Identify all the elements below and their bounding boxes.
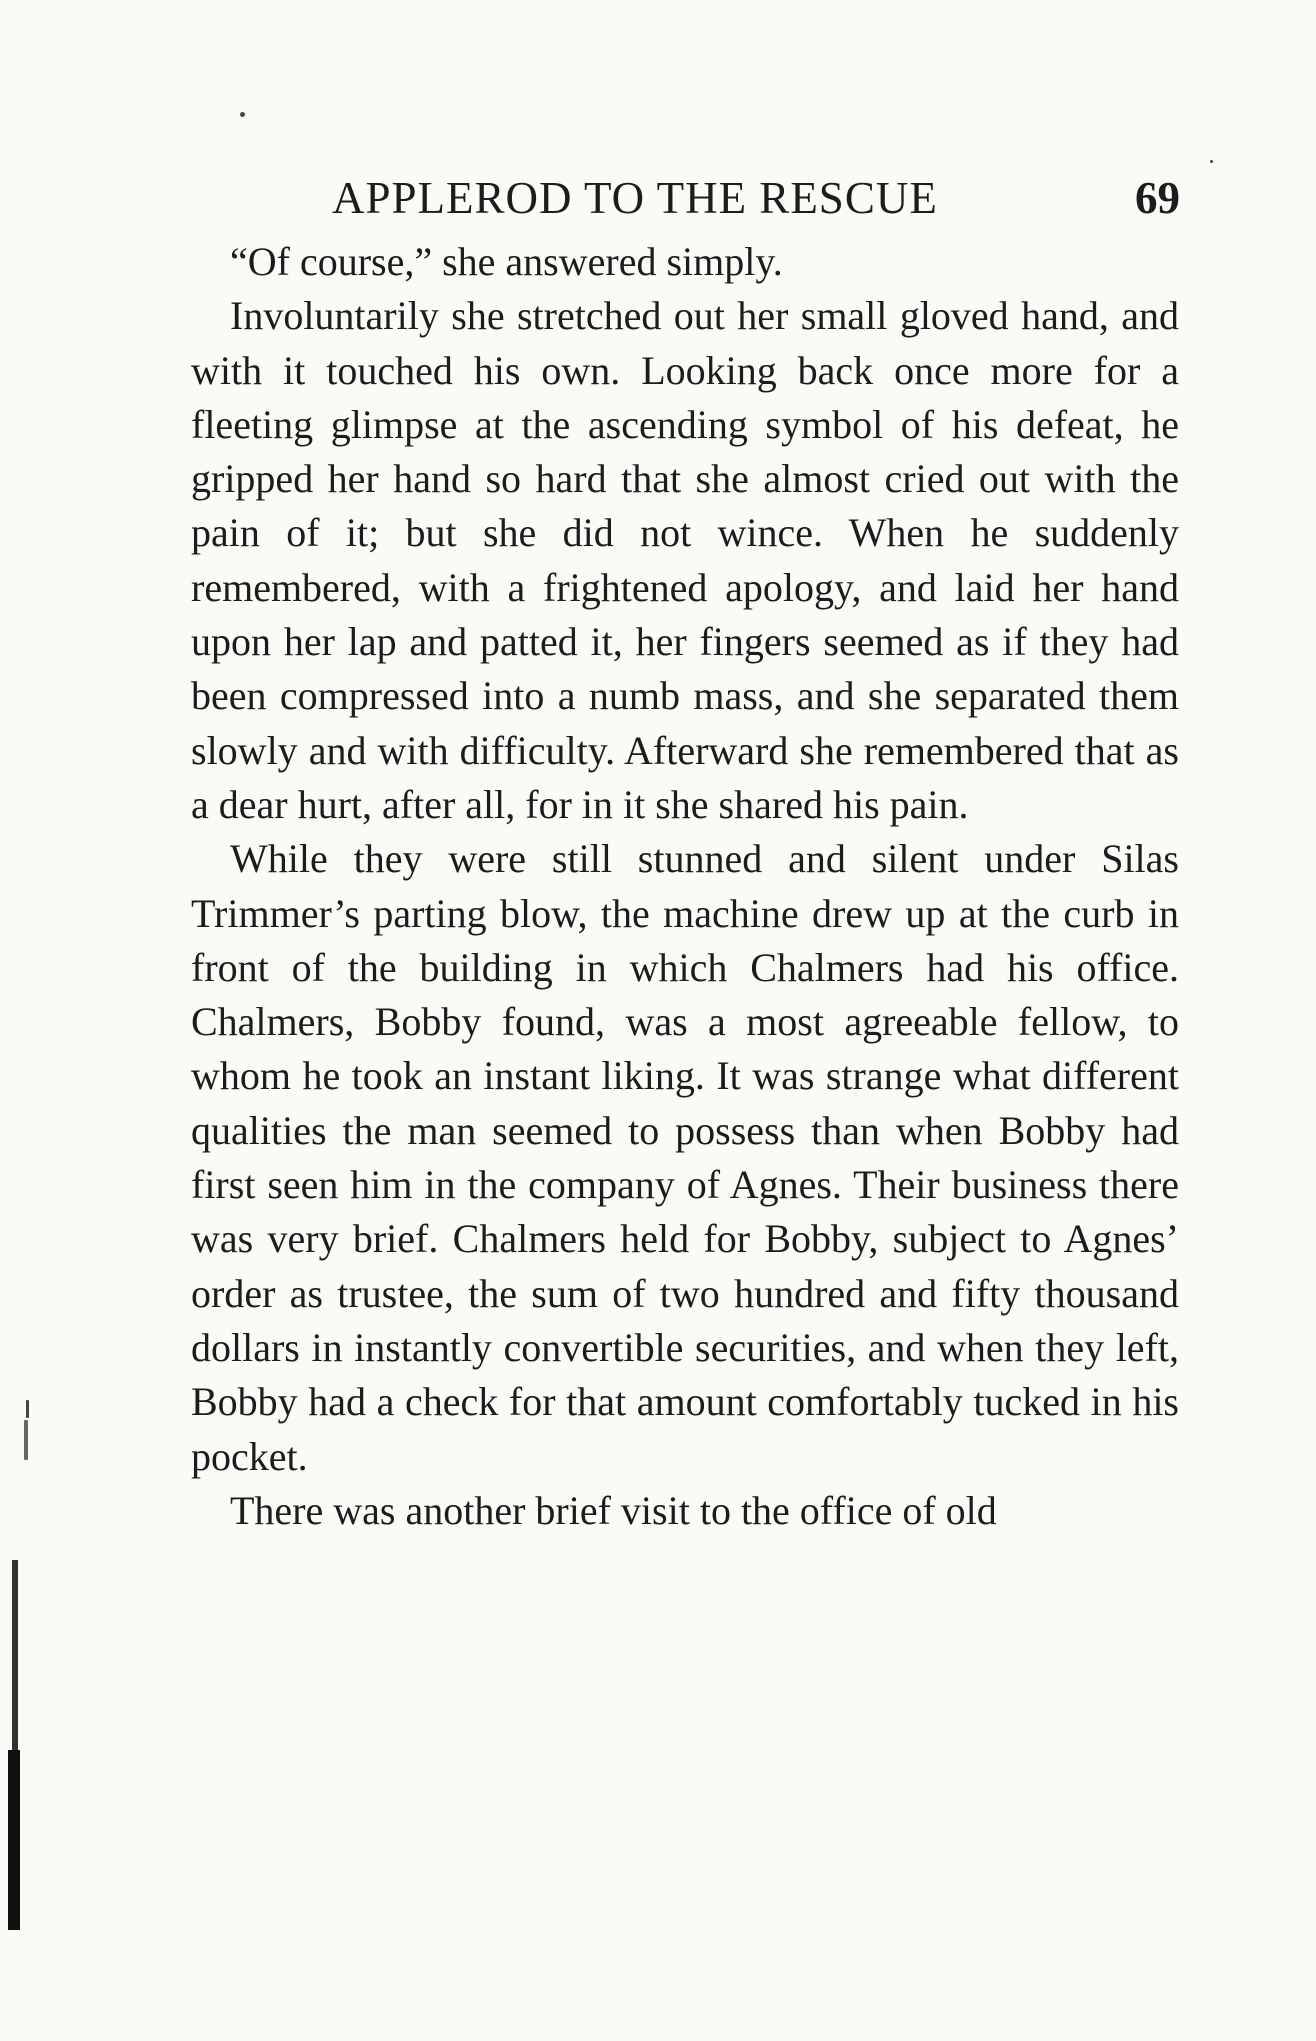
scan-edge-shadow (12, 1560, 18, 1750)
scan-speck (1210, 160, 1213, 163)
paragraph: There was another brief visit to the office of old (230, 1487, 997, 1533)
running-head (332, 168, 1180, 228)
chapter-title: APPLEROD TO THE RESCUE (332, 173, 938, 223)
scan-speck (26, 1400, 29, 1418)
scan-edge-shadow (8, 1750, 20, 1930)
page-number: 69 (1135, 173, 1180, 223)
body-text (191, 235, 1179, 1538)
paragraph: Involuntarily she stretched out her small gloved hand, and with it touched his own. Looking back once more for a fleeting glimpse at the ascending symbol of his defeat, he gripped her hand so hard that she almost cried out with the pain of it; but she did not wince. When he suddenly remembered, with a frightened apology, and laid her hand upon her lap and patted it, her fingers seemed as if they had been compressed into a numb mass, and she separated them slowly and with difficulty. Afterward she remembered that as a dear hurt, after all, for in it she shared his pain. (191, 293, 1179, 827)
scan-speck (24, 1420, 28, 1460)
scan-speck (240, 112, 245, 117)
paragraph: While they were still stunned and silent under Silas Trimmer’s parting blow, the machine drew up at the curb in front of the building in which Chalmers had his office. Chalmers, Bobby found, was a most agreeable fellow, to whom he took an instant liking. It was strange what different qualities the man seemed to possess than when Bobby had first seen him in the company of Agnes. Their business there was very brief. Chalmers held for Bobby, subject to Agnes’ order as trustee, the sum of two hundred and fifty thousand dollars in instantly convertible securities, and when they left, Bobby had a check for that amount comfortably tucked in his pocket. (191, 836, 1179, 1479)
paragraph: “Of course,” she answered simply. (230, 239, 783, 284)
